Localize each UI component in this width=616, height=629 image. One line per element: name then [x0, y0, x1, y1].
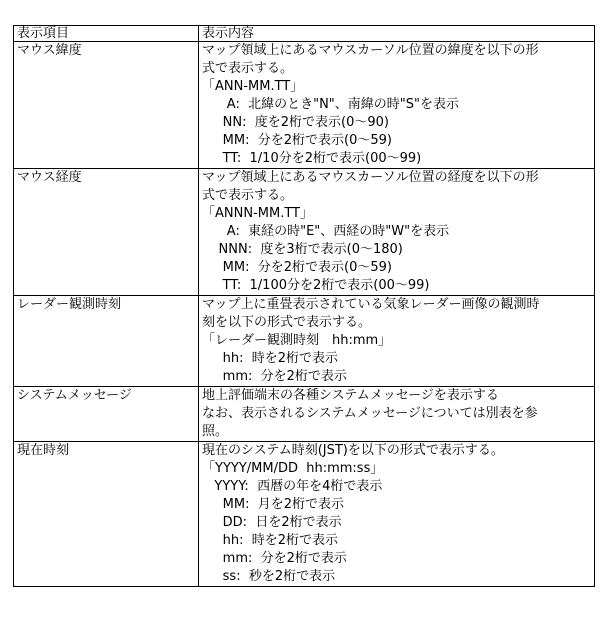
content-line: A: 東経の時"E"、西経の時"W"を表示 [202, 224, 450, 239]
content-line: 「レーダー観測時刻 hh:mm」 [202, 333, 392, 348]
row-item-current-time: 現在時刻 [14, 442, 199, 587]
content-line: 照。 [202, 424, 229, 439]
content-line: mm: 分を2桁で表示 [202, 369, 347, 384]
display-items-table [13, 25, 595, 587]
content-line: 式で表示する。 [202, 61, 294, 76]
content-line: マップ領域上にあるマウスカーソル位置の経度を以下の形 [202, 170, 539, 185]
content-line: 刻を以下の形式で表示する。 [202, 315, 372, 330]
content-line: なお、表示されるシステムメッセージについては別表を参 [202, 406, 538, 421]
content-line: DD: 日を2桁で表示 [202, 515, 342, 530]
content-line: NN: 度を2桁で表示(0～90) [202, 115, 389, 130]
row-item-mouse-latitude: マウス緯度 [14, 42, 199, 169]
row-content-current-time [199, 442, 595, 587]
content-line: NNN: 度を3桁で表示(0～180) [202, 242, 403, 257]
content-line: A: 北緯のとき"N"、南緯の時"S"を表示 [202, 97, 459, 112]
row-content-system-message [199, 387, 595, 442]
header-row [14, 26, 595, 42]
content-line: MM: 月を2桁で表示 [202, 497, 345, 512]
table-row [14, 387, 595, 442]
content-line: 「ANN-MM.TT」 [202, 79, 304, 94]
content-line: YYYY: 西暦の年を4桁で表示 [202, 479, 383, 494]
content-line: 「YYYY/MM/DD hh:mm:ss」 [202, 461, 384, 476]
content-line: 式で表示する。 [202, 188, 294, 203]
table-row [14, 169, 595, 296]
row-item-mouse-longitude: マウス経度 [14, 169, 199, 296]
table-row [14, 296, 595, 387]
content-line: MM: 分を2桁で表示(0～59) [202, 260, 392, 275]
content-line: マップ領域上にあるマウスカーソル位置の緯度を以下の形 [202, 43, 539, 58]
content-line: TT: 1/100分を2桁で表示(00～99) [202, 278, 430, 293]
header-item: 表示項目 [14, 26, 199, 42]
content-line: ss: 秒を2桁で表示 [202, 569, 336, 584]
content-line: 現在のシステム時刻(JST)を以下の形式で表示する。 [202, 443, 504, 458]
table-row [14, 442, 595, 587]
row-item-radar-time: レーダー観測時刻 [14, 296, 199, 387]
row-item-system-message: システムメッセージ [14, 387, 199, 442]
content-line: mm: 分を2桁で表示 [202, 551, 347, 566]
content-line: MM: 分を2桁で表示(0～59) [202, 133, 392, 148]
content-line: hh: 時を2桁で表示 [202, 533, 339, 548]
table-row [14, 42, 595, 169]
row-content-mouse-longitude [199, 169, 595, 296]
content-line: hh: 時を2桁で表示 [202, 351, 339, 366]
row-content-radar-time [199, 296, 595, 387]
content-line: マップ上に重畳表示されている気象レーダー画像の観測時 [202, 297, 540, 312]
content-line: TT: 1/10分を2桁で表示(00～99) [202, 151, 422, 166]
header-content: 表示内容 [199, 26, 595, 42]
row-content-mouse-latitude [199, 42, 595, 169]
content-line: 地上評価端末の各種システムメッセージを表示する [202, 388, 499, 403]
display-items-table-wrapper [13, 25, 595, 587]
content-line: 「ANNN-MM.TT」 [202, 206, 313, 221]
